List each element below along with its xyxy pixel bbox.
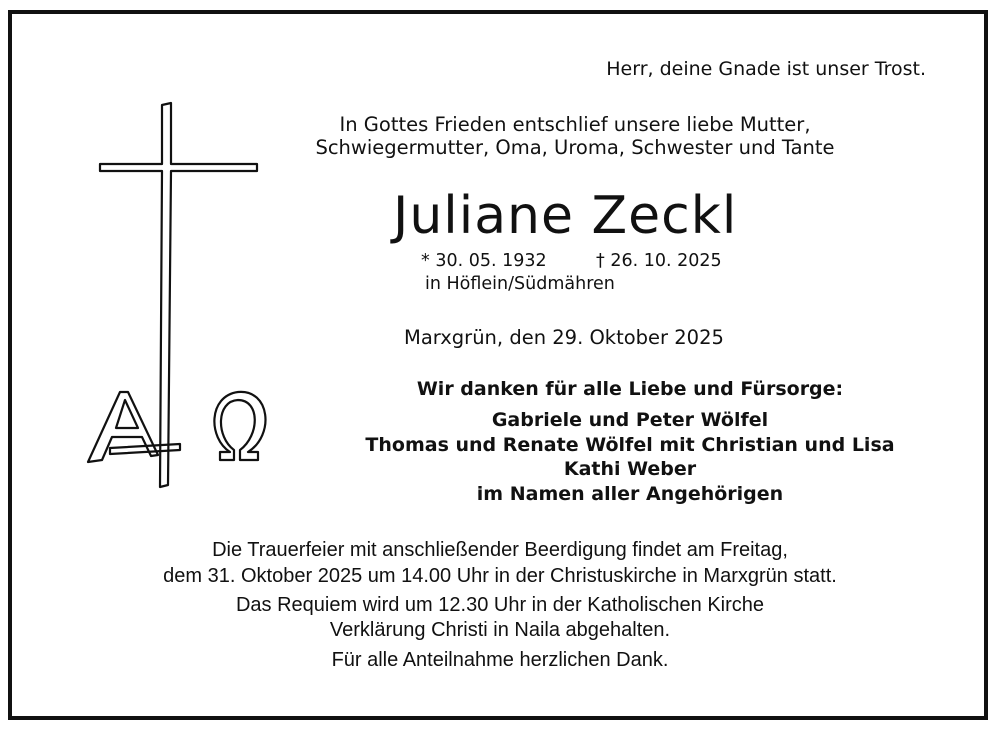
place-date: Marxgrün, den 29. Oktober 2025 xyxy=(404,326,724,349)
death-date: † 26. 10. 2025 xyxy=(596,251,722,271)
closing-thanks: Für alle Anteilnahme herzlichen Dank. xyxy=(331,649,669,671)
mourner-line: Thomas und Renate Wölfel mit Christian und Lisa xyxy=(365,434,895,456)
thanks-line: Wir danken für alle Liebe und Fürsorge: xyxy=(416,378,844,400)
service-line: dem 31. Oktober 2025 um 14.00 Uhr in der Christuskirche in Marxgrün statt. xyxy=(163,565,837,587)
birthplace: in Höflein/Südmähren xyxy=(425,274,615,294)
intro-line-2: Schwiegermutter, Oma, Uroma, Schwester und Tante xyxy=(315,136,835,159)
mourner-line: Gabriele und Peter Wölfel xyxy=(491,409,769,431)
service-line: Das Requiem wird um 12.30 Uhr in der Katholischen Kirche xyxy=(235,594,765,616)
intro-line-1: In Gottes Frieden entschlief unsere liebe Mutter, xyxy=(339,113,811,136)
cross-alpha-omega-icon xyxy=(80,100,280,490)
service-line: Verklärung Christi in Naila abgehalten. xyxy=(329,619,671,641)
service-line: Die Trauerfeier mit anschließender Beerdigung findet am Freitag, xyxy=(212,539,788,561)
mourner-line: Kathi Weber xyxy=(563,458,697,480)
motto: Herr, deine Gnade ist unser Trost. xyxy=(606,58,926,80)
birth-date: * 30. 05. 1932 xyxy=(421,251,547,271)
deceased-name: Juliane Zeckl xyxy=(393,186,738,246)
mourner-line: im Namen aller Angehörigen xyxy=(476,483,784,505)
